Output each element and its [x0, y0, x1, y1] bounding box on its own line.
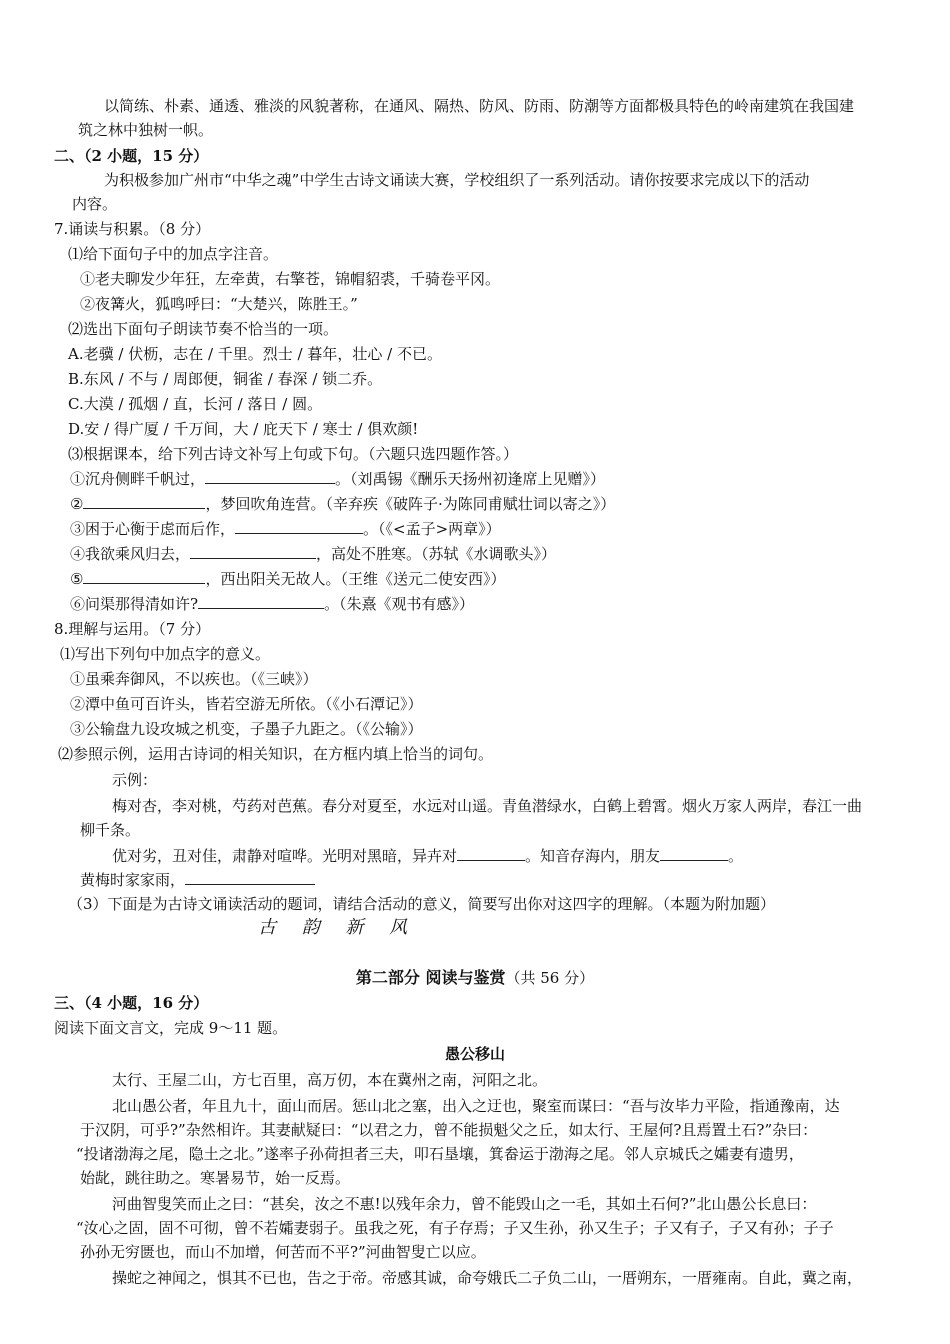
- fill-line-3: [70, 519, 501, 539]
- text-line: ⑵选出下面句子朗读节奏不恰当的一项。: [68, 320, 339, 338]
- fill-text: 。（《<孟子>两章》）: [363, 520, 501, 538]
- fill-text: ⑤: [70, 570, 84, 588]
- text-line: ①虽乘奔御风，不以疾也。（《三峡》）: [70, 670, 318, 688]
- text-line: 以简练、朴素、通透、雅淡的风貌著称，在通风、隔热、防风、防雨、防潮等方面都极具特色的岭南建筑在我国建: [104, 97, 855, 115]
- text-line: 筑之林中独树一帜。: [78, 121, 214, 139]
- fill-text: ④我欲乘风归去，: [70, 545, 191, 563]
- answer-blank[interactable]: [83, 569, 205, 584]
- fill-text: 。: [728, 847, 744, 865]
- passage-line: 始龀，跳往助之。寒暑易节，始一反焉。: [80, 1169, 351, 1187]
- part-score: （共 56 分）: [505, 969, 595, 987]
- fill-text: 。知音存海内，朋友: [525, 847, 661, 865]
- fill-line-1: [70, 469, 605, 489]
- fill-text: ，梦回吹角连营。（辛弃疾《破阵子·为陈同甫赋壮词以寄之》）: [205, 495, 616, 513]
- part-heading: [0, 968, 950, 988]
- passage-line: 孙孙无穷匮也，而山不加增，何苦而不平?”河曲智叟亡以应。: [80, 1243, 486, 1261]
- fill-line-7: [112, 846, 743, 866]
- fill-line-5: [70, 569, 505, 589]
- passage-title: 愚公移山: [444, 1045, 505, 1063]
- fill-line-4: [70, 544, 556, 564]
- passage-line: “投诸渤海之尾，隐土之北。”遂率子孙荷担者三夫，叩石垦壤，箕畚运于渤海之尾。邻人京城氏之孀妻有遗男，: [76, 1145, 804, 1163]
- answer-blank[interactable]: [190, 544, 316, 559]
- option-d: D.安 / 得广厦 / 千万间，大 / 庇天下 / 寒士 / 俱欢颜!: [68, 420, 419, 438]
- fill-text: 。（刘禹锡《酬乐天扬州初逢席上见赠》）: [335, 470, 606, 488]
- fill-line-8: [80, 870, 315, 890]
- fill-text: 。（朱熹《观书有感》）: [324, 595, 475, 613]
- text-line: 阅读下面文言文，完成 9～11 题。: [54, 1019, 288, 1037]
- section-heading: 二、（2 小题，15 分）: [54, 147, 209, 165]
- fill-text: 黄梅时家家雨，: [80, 871, 186, 889]
- text-line: （3）下面是为古诗文诵读活动的题词，请结合活动的意义，简要写出你对这四字的理解。（本题为附加题）: [68, 895, 776, 913]
- passage-line: 河曲智叟笑而止之曰：“甚矣，汝之不惠!以残年余力，曾不能毁山之一毛，其如土石何?”北山愚公长息曰：: [112, 1195, 817, 1213]
- text-line: ⑵参照示例，运用古诗词的相关知识，在方框内填上恰当的词句。: [58, 745, 494, 763]
- text-line: ②潭中鱼可百许头，皆若空游无所依。（《小石潭记》）: [70, 695, 423, 713]
- text-line: 梅对杏，李对桃，芍药对芭蕉。春分对夏至，水远对山遥。青鱼潜绿水，白鹤上碧霄。烟火万家人两岸，春江一曲: [112, 797, 863, 815]
- fill-text: ①沉舟侧畔千帆过，: [70, 470, 206, 488]
- answer-blank[interactable]: [83, 494, 205, 509]
- answer-blank[interactable]: [198, 594, 324, 609]
- fill-text: ③困于心衡于虑而后作，: [70, 520, 236, 538]
- answer-blank[interactable]: [235, 519, 363, 534]
- answer-blank[interactable]: [457, 846, 525, 861]
- fill-text: ②: [70, 495, 84, 513]
- question-heading: 8.理解与运用。（7 分）: [54, 620, 211, 638]
- inscription-text: 古 韵 新 风: [258, 917, 418, 938]
- text-line: ①老夫聊发少年狂，左牵黄，右擎苍，锦帽貂裘，千骑卷平冈。: [80, 270, 501, 288]
- passage-line: 于汉阴，可乎?”杂然相许。其妻献疑曰：“以君之力，曾不能损魁父之丘，如太行、王屋何?且焉置土石?”杂曰：: [80, 1121, 818, 1139]
- answer-blank[interactable]: [205, 469, 335, 484]
- option-a: A.老骥 / 伏枥，志在 / 千里。烈士 / 暮年，壮心 / 不已。: [68, 345, 442, 363]
- text-line: 内容。: [72, 195, 118, 213]
- passage-line: 太行、王屋二山，方七百里，高万仞，本在冀州之南，河阳之北。: [112, 1071, 548, 1089]
- passage-line: “汝心之固，固不可彻，曾不若孀妻弱子。虽我之死，有子存焉；子又生孙，孙又生子；子又有子，子又有孙；子子: [76, 1219, 834, 1237]
- text-line: 示例：: [112, 771, 158, 789]
- fill-text: ⑥问渠那得清如许?: [70, 595, 199, 613]
- section-heading: 三、（4 小题，16 分）: [54, 994, 209, 1012]
- option-c: C.大漠 / 孤烟 / 直，长河 / 落日 / 圆。: [68, 395, 323, 413]
- fill-text: ，西出阳关无故人。（王维《送元二使安西》）: [205, 570, 506, 588]
- option-b: B.东风 / 不与 / 周郎便，铜雀 / 春深 / 锁二乔。: [68, 370, 383, 388]
- answer-blank[interactable]: [660, 846, 728, 861]
- fill-line-2: [70, 494, 615, 514]
- text-line: ②夜篝火，狐鸣呼曰：“大楚兴，陈胜王。”: [80, 295, 358, 313]
- question-heading: 7.诵读与积累。（8 分）: [54, 220, 211, 238]
- text-line: ⑶根据课本，给下列古诗文补写上句或下句。（六题只选四题作答。）: [68, 445, 519, 463]
- text-line: 为积极参加广州市“中华之魂”中学生古诗文诵读大赛，学校组织了一系列活动。请你按要求完成以下的活动: [104, 171, 810, 189]
- text-line: ⑴写出下列句中加点字的意义。: [60, 645, 271, 663]
- text-line: ③公输盘九设攻城之机变，子墨子九距之。（《公输》）: [70, 720, 423, 738]
- part-title: 第二部分 阅读与鉴赏: [355, 968, 506, 987]
- fill-text: 优对劣，丑对佳，肃静对喧哗。光明对黑暗，异卉对: [112, 847, 458, 865]
- passage-line: 北山愚公者，年且九十，面山而居。惩山北之塞，出入之迂也，聚室而谋曰：“吾与汝毕力平险，指通豫南，达: [112, 1097, 840, 1115]
- text-line: ⑴给下面句子中的加点字注音。: [68, 245, 279, 263]
- text-line: 柳千条。: [80, 821, 141, 839]
- passage-line: 操蛇之神闻之，惧其不已也，告之于帝。帝感其诚，命夸娥氏二子负二山，一厝朔东，一厝雍南。自此，冀之南，: [112, 1269, 863, 1287]
- answer-blank[interactable]: [185, 870, 315, 885]
- fill-text: ，高处不胜寒。（苏轼《水调歌头》）: [316, 545, 557, 563]
- fill-line-6: [70, 594, 474, 614]
